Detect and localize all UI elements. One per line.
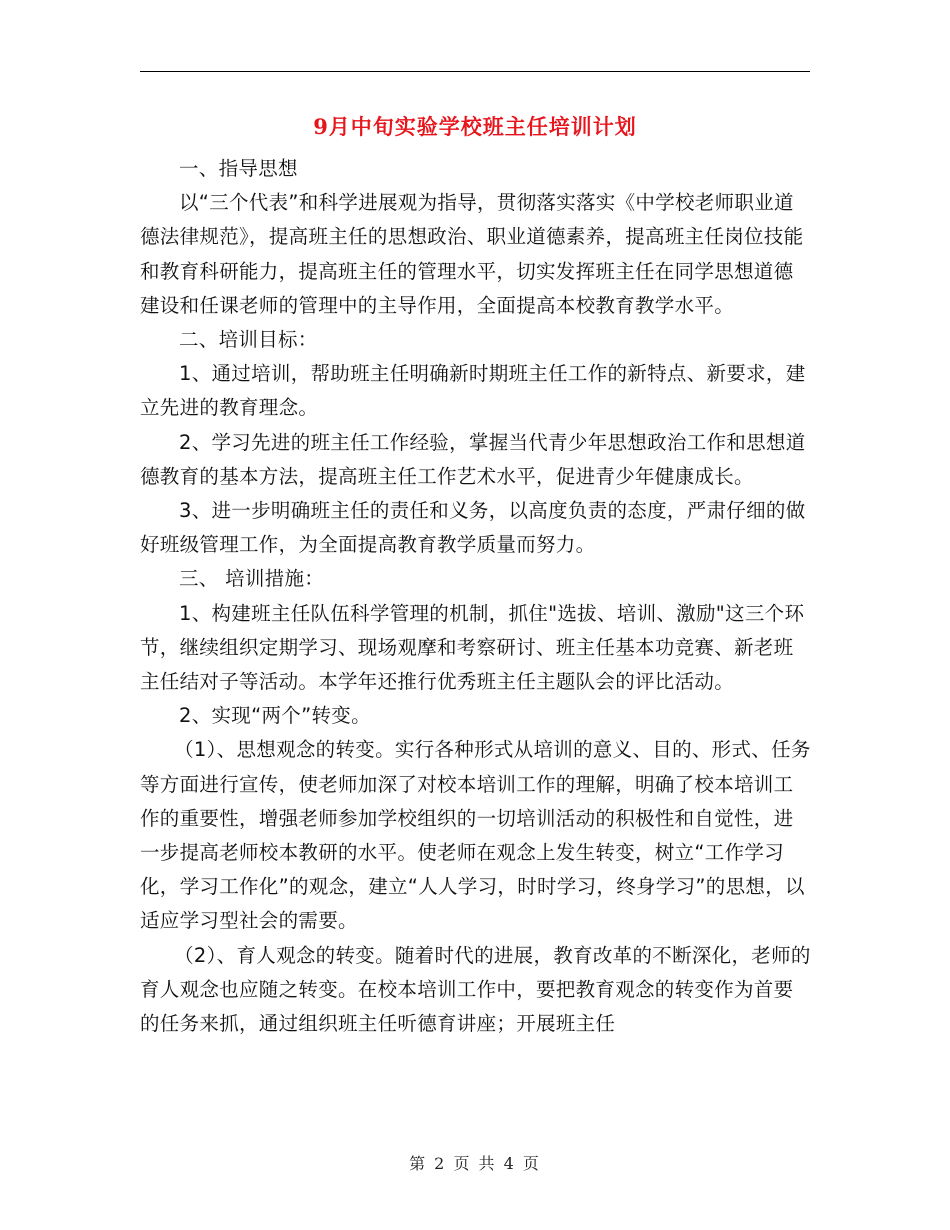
paragraph-guiding-ideology: 以“三个代表”和科学进展观为指导，贯彻落实落实《中学校老师职业道德法律规范》，提高班主任的思想政治、职业道德素养，提高班主任岗位技能和教育科研能力，提高班主任的管理水平，切实发挥班主任在同学思想道德建设和任课老师的管理中的主导作用，全面提高本校教育教学水平。	[140, 191, 804, 317]
section-heading-training-measures: 三、 培训措施：	[179, 567, 325, 591]
document-title: 9月中旬实验学校班主任培训计划	[313, 114, 637, 139]
paragraph-measure-2-item-2: （2）、育人观念的转变。随着时代的进展，教育改革的不断深化，老师的育人观念也应随之转变。在校本培训工作中，要把教育观念的转变作为首要的任务来抓，通过组织班主任听德育讲座；开展班主任	[140, 943, 811, 1036]
paragraph-goal-3: 3、进一步明确班主任的责任和义务，以高度负责的态度，严肃仔细的做好班级管理工作，为全面提高教育教学质量而努力。	[140, 499, 806, 557]
paragraph-goal-1: 1、通过培训，帮助班主任明确新时期班主任工作的新特点、新要求，建立先进的教育理念。	[140, 362, 806, 420]
paragraph-measure-2-item-1: （1）、思想观念的转变。实行各种形式从培训的意义、目的、形式、任务等方面进行宣传，使老师加深了对校本培训工作的理解，明确了校本培训工作的重要性，增强老师参加学校组织的一切培训活动的积极性和自觉性，进一步提高老师校本教研的水平。使老师在观念上发生转变，树立“工作学习化，学习工作化”的观念，建立“人人学习，时时学习，终身学习”的思想，以适应学习型社会的需要。	[140, 738, 811, 933]
document-body	[140, 152, 812, 1041]
paragraph-measure-1: 1、构建班主任队伍科学管理的机制，抓住"选拔、培训、激励"这三个环节，继续组织定期学习、现场观摩和考察研讨、班主任基本功竞赛、新老班主任结对子等活动。本学年还推行优秀班主任主题队会的评比活动。	[140, 601, 805, 694]
section-heading-training-goals: 二、培训目标：	[179, 328, 318, 352]
paragraph-goal-2: 2、学习先进的班主任工作经验，掌握当代青少年思想政治工作和思想道德教育的基本方法，提高班主任工作艺术水平，促进青少年健康成长。	[140, 430, 806, 488]
page-footer: 第 2 页 共 4 页	[409, 1154, 541, 1173]
section-heading-guiding-ideology: 一、指导思想	[179, 157, 298, 180]
paragraph-measure-2: 2、实现“两个”转变。	[179, 704, 371, 728]
header-rule	[140, 71, 810, 72]
